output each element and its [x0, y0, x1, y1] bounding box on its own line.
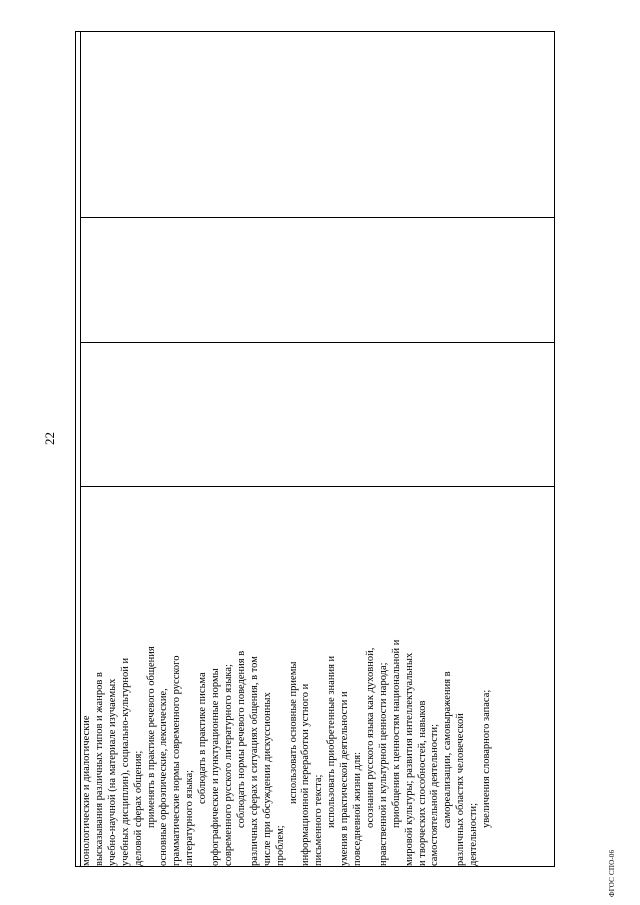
document-code: ФГОС СПО-06 — [608, 849, 616, 897]
text-line: различных сферах и ситуациях общения, в том — [248, 656, 260, 866]
text-line: деловой сферах общения; — [132, 750, 144, 866]
text-line: осознания русского языка как духовной, — [364, 647, 376, 828]
text-line: основные орфоэпические, лексические, — [158, 688, 170, 866]
text-line: литературного языка; — [184, 769, 196, 866]
table-cell-empty — [81, 343, 555, 487]
requirements-cell — [81, 487, 555, 867]
text-line: современного русского литературного языка; — [222, 664, 234, 866]
text-line: самостоятельной деятельности; — [429, 723, 441, 866]
text-line: орфографические и пунктуационные нормы — [210, 668, 222, 866]
text-line: грамматические нормы современного русского — [171, 655, 183, 866]
text-line: числе при обсуждении дискуссионных — [261, 692, 273, 866]
text-line: письменного текста; — [313, 774, 325, 866]
text-line: мировой культуры; развития интеллектуальных — [403, 652, 415, 866]
text-line: информационной переработки устного и — [300, 683, 312, 866]
table-cell-empty — [81, 32, 555, 218]
text-line: повседневной жизни для: — [352, 752, 364, 866]
text-line: проблем; — [274, 825, 286, 866]
text-line: учебных дисциплин), социально-культурной и — [119, 657, 131, 866]
text-line: применять в практике речевого общения — [145, 646, 157, 828]
text-line: увеличения словарного запаса; — [481, 689, 493, 828]
text-line: соблюдать нормы речевого поведения в — [235, 650, 247, 828]
text-line: соблюдать в практике письма — [197, 672, 209, 804]
text-line: использовать приобретенные знания и — [326, 655, 338, 828]
text-line: нравственной и культурной ценности народа; — [377, 662, 389, 866]
table-cell-empty — [81, 218, 555, 343]
text-line: учебно-научной (на материале изучаемых — [106, 678, 118, 866]
text-line: монологические и диалогические — [81, 715, 92, 866]
text-line: самореализации, самовыражения в — [442, 671, 454, 828]
text-line: деятельности; — [468, 802, 480, 866]
text-line: и творческих способностей, навыков — [416, 700, 428, 866]
text-line: высказывания различных типов и жанров в — [93, 672, 105, 866]
text-line: умения в практической деятельности и — [339, 691, 351, 866]
standards-table — [75, 31, 555, 867]
page-number: 22 — [42, 432, 57, 445]
text-line: различных областях человеческой — [455, 713, 467, 866]
text-line: приобщения к ценностям национальной и — [390, 639, 402, 828]
text-line: использовать основные приемы — [287, 661, 299, 804]
